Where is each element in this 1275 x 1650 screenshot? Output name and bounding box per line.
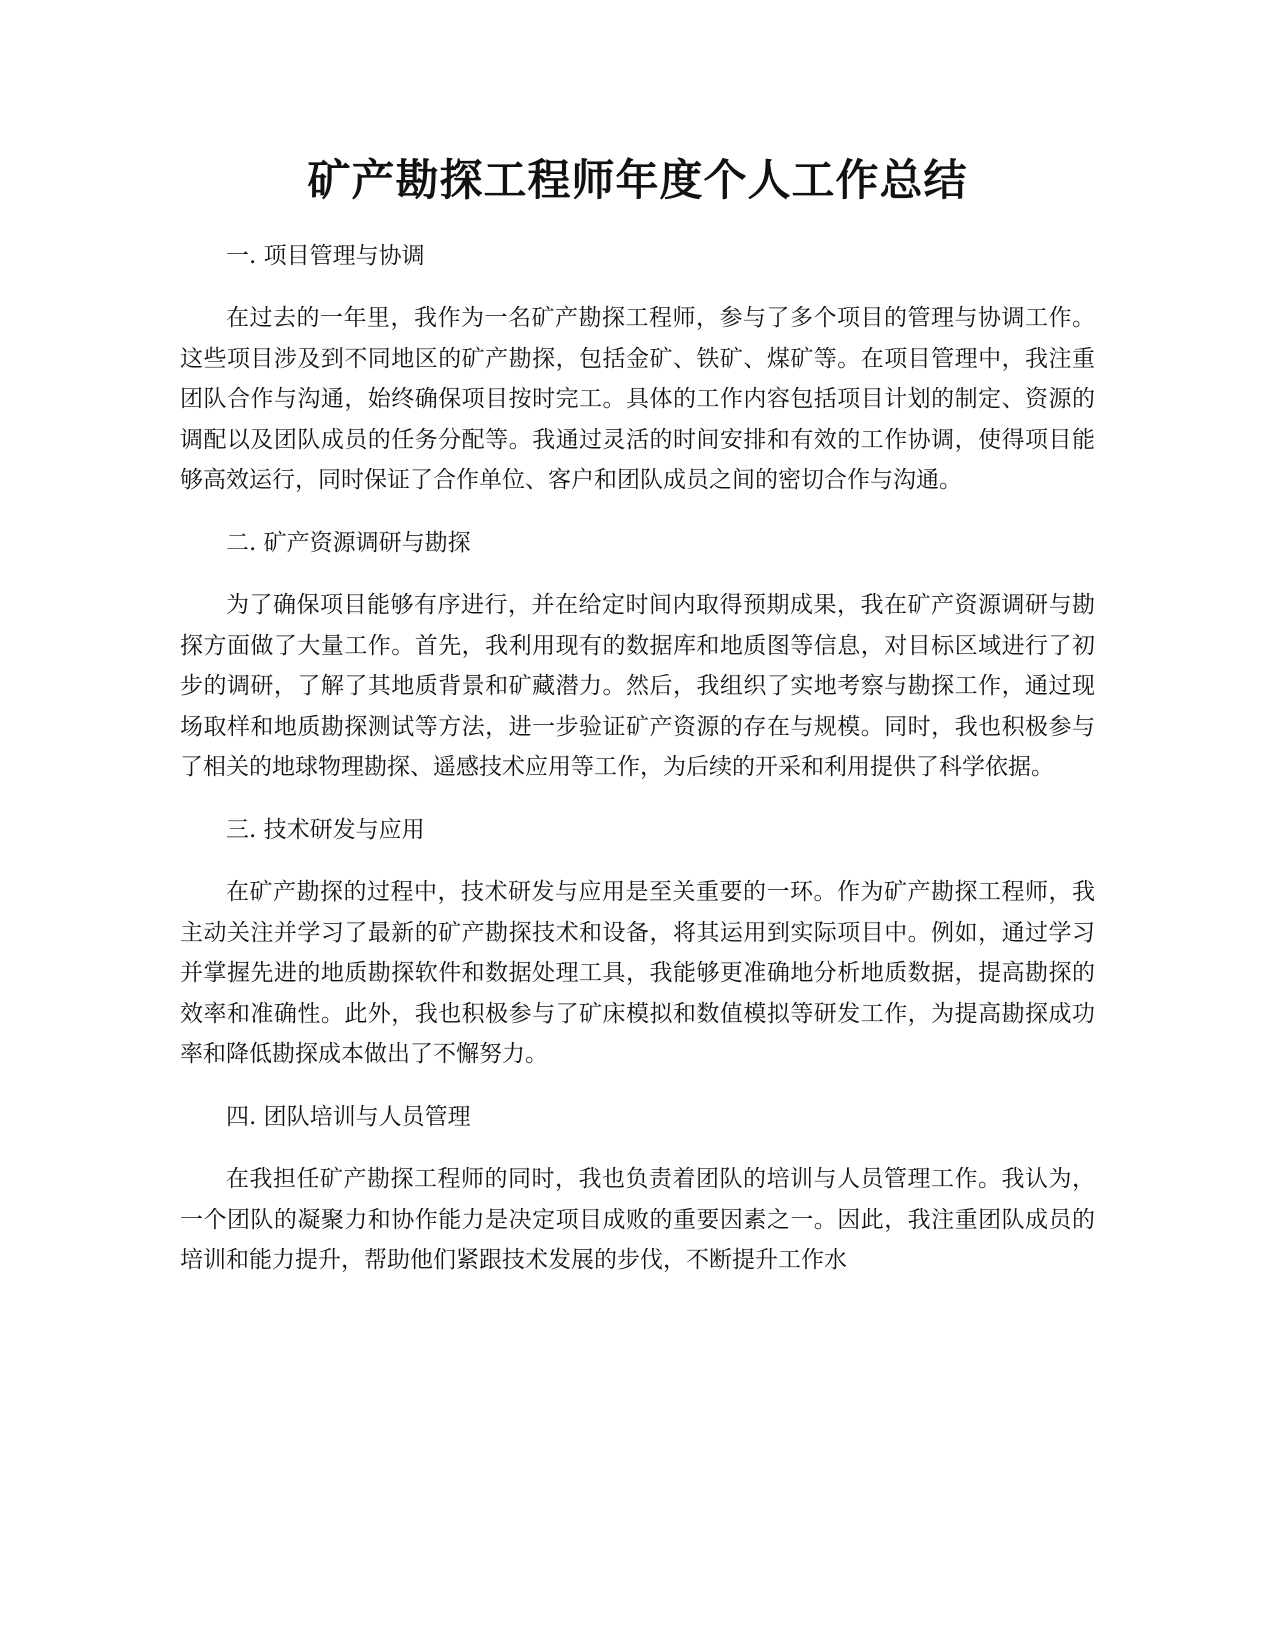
section-heading: 二. 矿产资源调研与勘探 xyxy=(226,529,471,556)
section-paragraph: 在过去的一年里，我作为一名矿产勘探工程师，参与了多个项目的管理与协调工作。这些项目涉及到不同地区的矿产勘探，包括金矿、铁矿、煤矿等。在项目管理中，我注重团队合作与沟通，始终确保项目按时完工。具体的工作内容包括项目计划的制定、资源的调配以及团队成员的任务分配等。我通过灵活的时间安排和有效的工作协调，使得项目能够高效运行，同时保证了合作单位、客户和团队成员之间的密切合作与沟通。 xyxy=(180,305,1095,494)
section-heading: 一. 项目管理与协调 xyxy=(226,243,425,269)
section-heading: 四. 团队培训与人员管理 xyxy=(226,1103,471,1130)
section-resource-exploration xyxy=(180,523,1095,788)
section-paragraph: 为了确保项目能够有序进行，并在给定时间内取得预期成果，我在矿产资源调研与勘探方面做了大量工作。首先，我利用现有的数据库和地质图等信息，对目标区域进行了初步的调研，了解了其地质背景和矿藏潜力。然后，我组织了实地考察与勘探工作，通过现场取样和地质勘探测试等方法，进一步验证矿产资源的存在与规模。同时，我也积极参与了相关的地球物理勘探、遥感技术应用等工作，为后续的开采和利用提供了科学依据。 xyxy=(180,591,1095,781)
section-heading: 三. 技术研发与应用 xyxy=(226,816,425,843)
document-title: 矿产勘探工程师年度个人工作总结 xyxy=(307,156,968,206)
section-paragraph: 在矿产勘探的过程中，技术研发与应用是至关重要的一环。作为矿产勘探工程师，我主动关注并学习了最新的矿产勘探技术和设备，将其运用到实际项目中。例如，通过学习并掌握先进的地质勘探软件和数据处理工具，我能够更准确地分析地质数据，提高勘探的效率和准确性。此外，我也积极参与了矿床模拟和数值模拟等研发工作，为提高勘探成功率和降低勘探成本做出了不懈努力。 xyxy=(180,878,1095,1068)
section-project-management xyxy=(180,236,1095,501)
document-body xyxy=(180,236,1095,1303)
section-tech-rnd xyxy=(180,810,1095,1075)
section-paragraph: 在我担任矿产勘探工程师的同时，我也负责着团队的培训与人员管理工作。我认为，一个团队的凝聚力和协作能力是决定项目成败的重要因素之一。因此，我注重团队成员的培训和能力提升，帮助他们紧跟技术发展的步伐，不断提升工作水 xyxy=(180,1165,1095,1274)
section-team-training xyxy=(180,1097,1095,1281)
